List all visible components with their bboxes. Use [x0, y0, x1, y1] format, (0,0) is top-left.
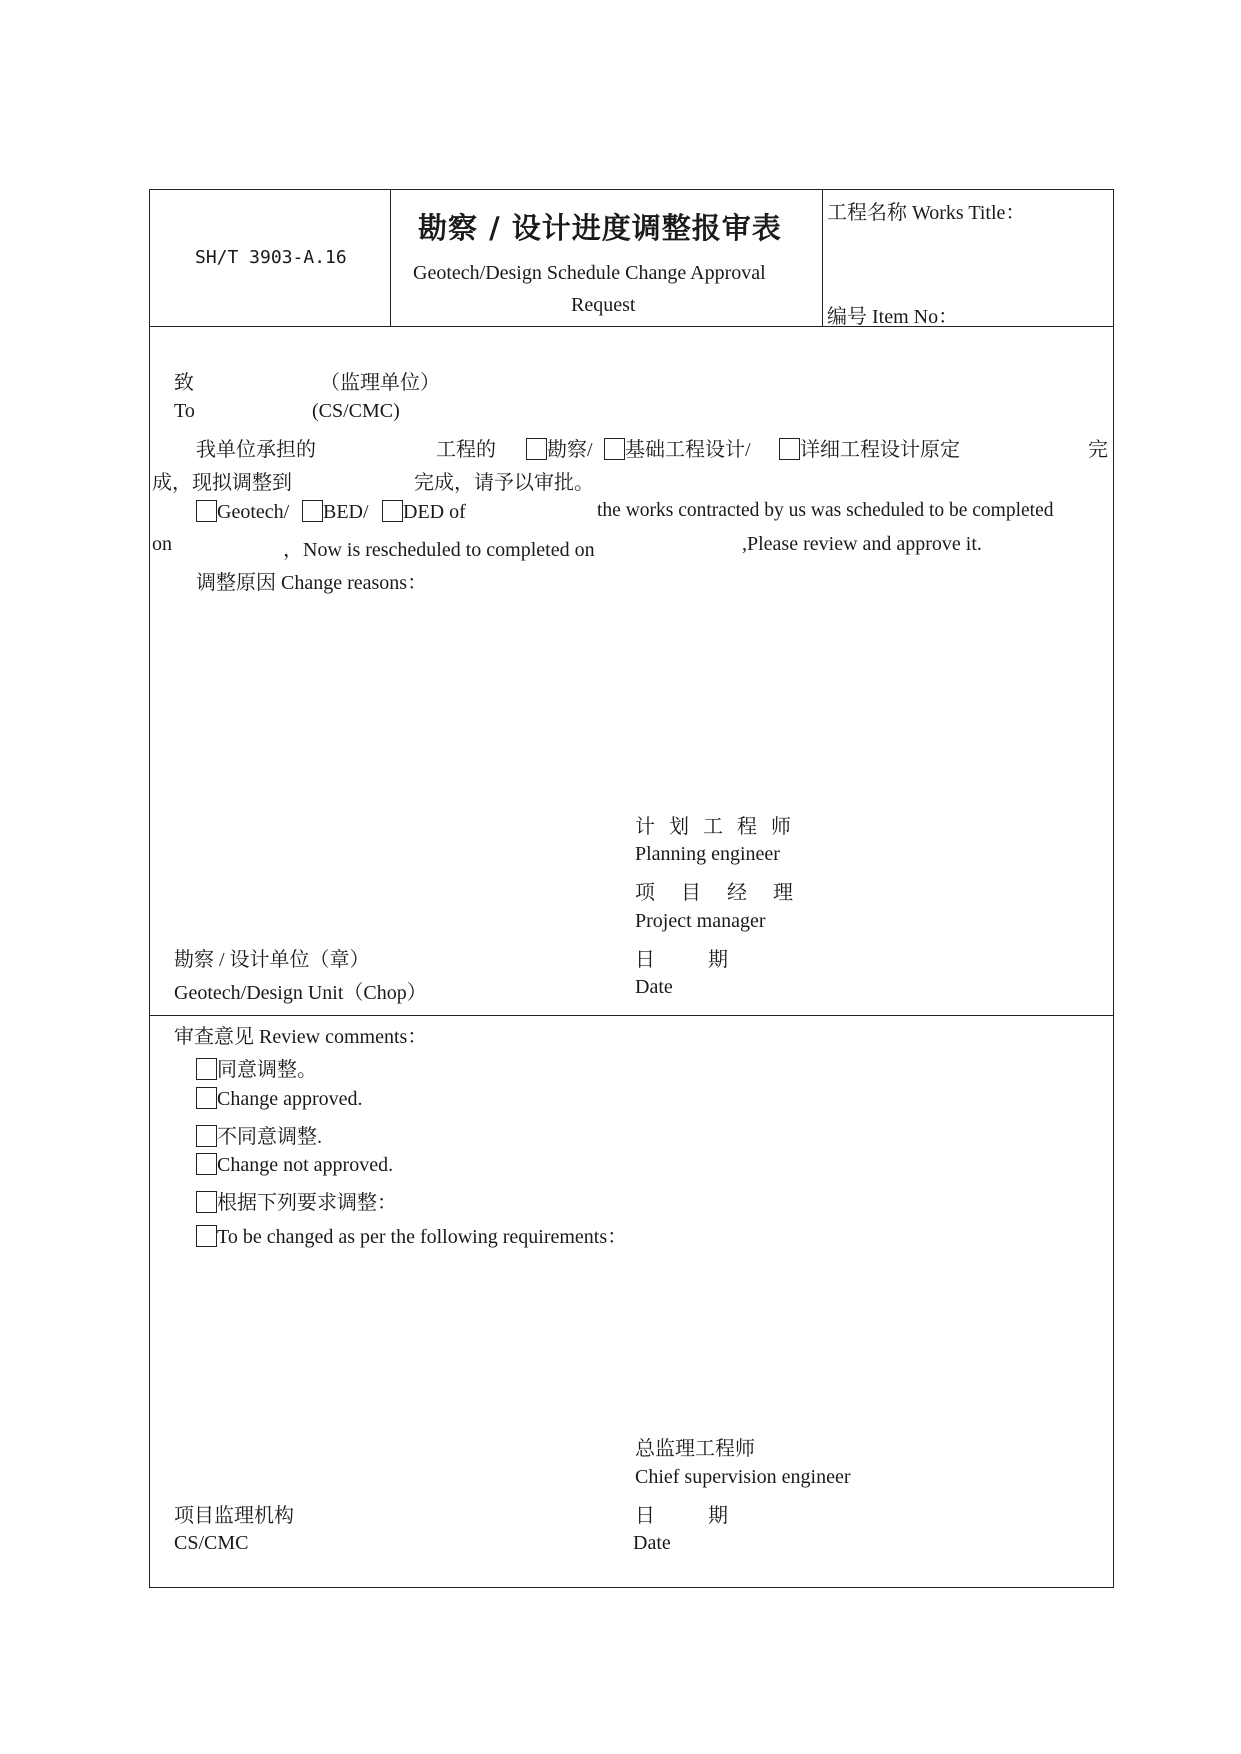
option-label: Change approved. — [217, 1088, 363, 1110]
review-option-disagree-en[interactable] — [196, 1153, 393, 1177]
checkbox-requirements-cn[interactable] — [196, 1191, 217, 1213]
item-no-label: 编号 Item No： — [827, 306, 959, 328]
request-line-4a: on — [152, 533, 172, 555]
design-unit-cn: 勘察 / 设计单位（章） — [174, 949, 370, 971]
checkbox-bed-en[interactable] — [302, 500, 323, 522]
request-date-en: Date — [635, 976, 673, 998]
option-label: Geotech/ — [217, 501, 290, 523]
option-label: 同意调整。 — [217, 1059, 317, 1081]
header-divider-left — [390, 190, 391, 327]
form-title-cn: 勘察 / 设计进度调整报审表 — [418, 211, 782, 245]
request-line-4b: ，Now is rescheduled to completed on — [283, 539, 595, 561]
review-date-cn: 日 期 — [635, 1505, 752, 1527]
approval-form — [149, 189, 1114, 1588]
checkbox-ded-en[interactable] — [382, 500, 403, 522]
section-divider — [150, 1015, 1113, 1016]
option-label: 不同意调整. — [217, 1126, 322, 1148]
checkbox-disagree-en[interactable] — [196, 1153, 217, 1175]
checkbox-agree-cn[interactable] — [196, 1058, 217, 1080]
checkbox-geotech-en[interactable] — [196, 500, 217, 522]
checkbox-agree-en[interactable] — [196, 1087, 217, 1109]
option-label: 基础工程设计/ — [625, 439, 751, 461]
option-label: 根据下列要求调整： — [217, 1192, 397, 1214]
project-manager-en: Project manager — [635, 910, 766, 932]
to-en-unit: (CS/CMC) — [312, 400, 400, 422]
project-manager-cn: 项目经理 — [635, 882, 819, 904]
checkbox-bed-cn[interactable] — [604, 438, 625, 460]
request-line-4c: ,Please review and approve it. — [742, 533, 982, 555]
request-line-1-end: 完 — [1088, 439, 1108, 461]
to-cn-unit: （监理单位） — [320, 372, 440, 394]
option-en-bed[interactable] — [302, 500, 369, 524]
planning-engineer-cn: 计划工程师 — [635, 816, 805, 838]
request-line-2b: 完成，请予以审批。 — [414, 472, 594, 494]
option-label: 勘察/ — [547, 439, 593, 461]
review-option-requirements-en[interactable] — [196, 1220, 627, 1249]
form-title-en-line1: Geotech/Design Schedule Change Approval — [413, 262, 766, 284]
cs-cmc-cn: 项目监理机构 — [174, 1505, 294, 1527]
form-code: SH/T 3903-A.16 — [195, 247, 347, 268]
checkbox-ded-cn[interactable] — [779, 438, 800, 460]
request-line-3b: the works contracted by us was scheduled to be completed — [597, 500, 1054, 521]
form-title-en-line2: Request — [571, 294, 636, 316]
option-cn-ded[interactable] — [779, 433, 960, 462]
header-divider-right — [822, 190, 823, 327]
option-cn-bed[interactable] — [604, 433, 751, 462]
change-reasons-label: 调整原因 Change reasons： — [196, 572, 428, 594]
option-en-geotech[interactable] — [196, 500, 289, 524]
option-label: DED of — [403, 501, 466, 523]
review-comments-label: 审查意见 Review comments： — [174, 1026, 428, 1048]
request-line-2a: 成，现拟调整到 — [152, 472, 292, 494]
option-cn-geotech[interactable] — [526, 433, 593, 462]
planning-engineer-en: Planning engineer — [635, 843, 780, 865]
option-label: Change not approved. — [217, 1154, 394, 1176]
option-label: 详细工程设计原定 — [800, 439, 960, 461]
cs-cmc-en: CS/CMC — [174, 1532, 249, 1554]
checkbox-disagree-cn[interactable] — [196, 1125, 217, 1147]
design-unit-en: Geotech/Design Unit（Chop） — [174, 982, 427, 1004]
review-option-disagree-cn[interactable] — [196, 1120, 322, 1149]
option-en-ded[interactable] — [382, 500, 466, 524]
chief-engineer-cn: 总监理工程师 — [635, 1438, 755, 1460]
request-line-1b: 工程的 — [436, 439, 496, 461]
option-label: BED/ — [323, 501, 369, 523]
checkbox-geotech-cn[interactable] — [526, 438, 547, 460]
to-cn: 致 — [174, 372, 194, 394]
request-date-cn: 日 期 — [635, 949, 752, 971]
to-en: To — [174, 400, 195, 422]
works-title-label: 工程名称 Works Title： — [827, 202, 1026, 224]
review-date-en: Date — [633, 1532, 671, 1554]
option-label: To be changed as per the following requirements： — [217, 1226, 628, 1248]
chief-engineer-en: Chief supervision engineer — [635, 1466, 851, 1488]
review-option-agree-en[interactable] — [196, 1087, 363, 1111]
header-bottom-rule — [150, 326, 1113, 327]
checkbox-requirements-en[interactable] — [196, 1225, 217, 1247]
review-option-agree-cn[interactable] — [196, 1053, 317, 1082]
review-option-requirements-cn[interactable] — [196, 1186, 397, 1215]
request-line-1a: 我单位承担的 — [196, 439, 316, 461]
